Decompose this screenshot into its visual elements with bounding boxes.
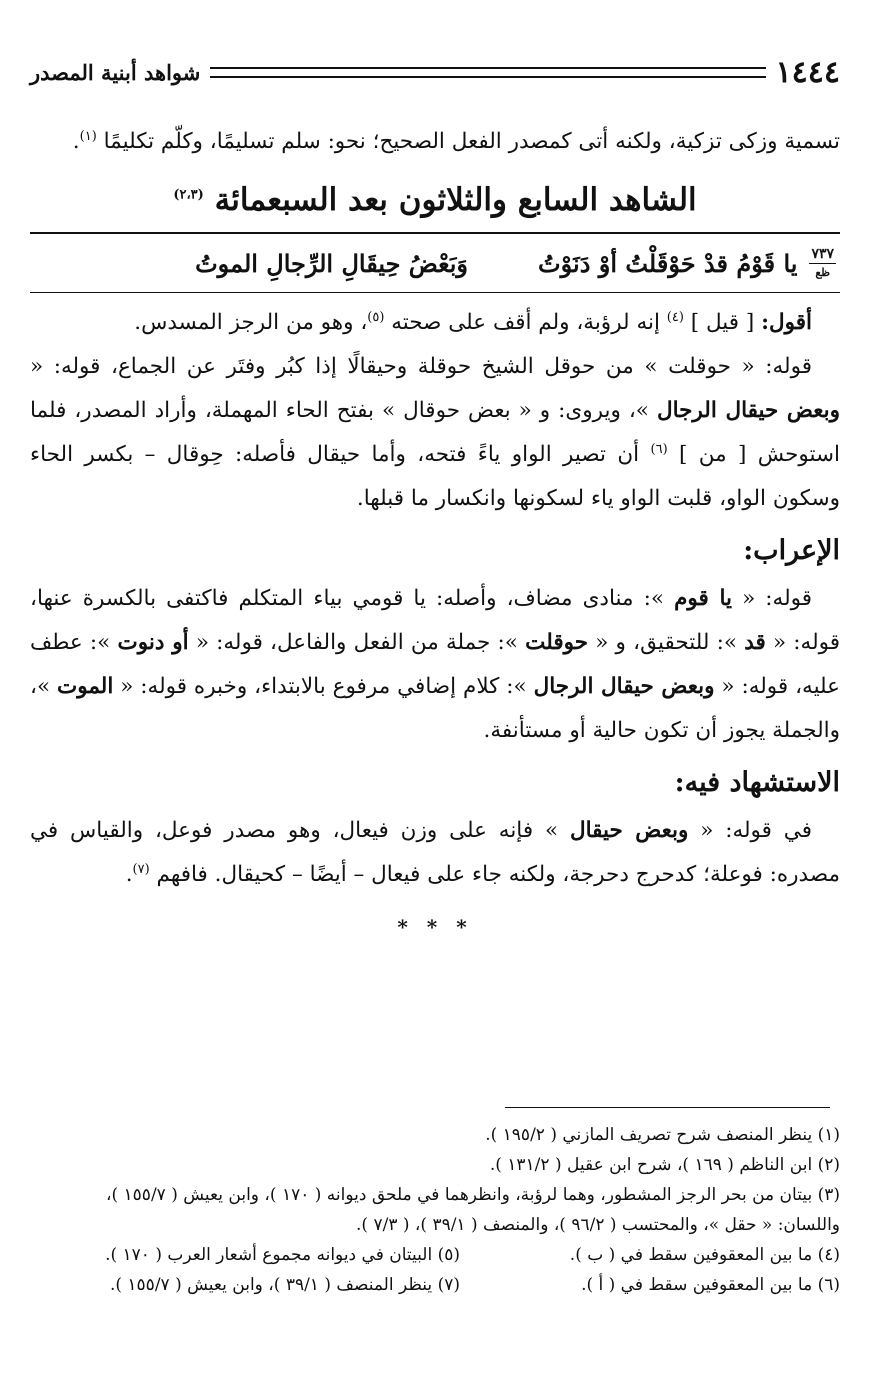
intro-paragraph: تسمية وزكى تزكية، ولكنه أتى كمصدر الفعل الصحيح؛ نحو: سلم تسليمًا، وكلّم تكليمًا $^{(١)}$. (72, 128, 840, 154)
text-run: »، والجملة يجوز أن تكون حالية أو مستأنفة. (30, 674, 840, 743)
shahid-title-text: الشاهد السابع والثلاثون بعد السبعمائة (214, 182, 697, 218)
text-run: في قوله: « (688, 818, 812, 843)
footnote-ref-7: (٧) (132, 861, 150, 877)
book-page (30, 52, 840, 939)
footnote-ref-4: (٤) (666, 309, 684, 325)
text-run: [ قيل ] (683, 310, 762, 335)
istishhad-heading: الاستشهاد فيه: (674, 767, 840, 798)
text-run: إنه لرؤبة، ولم أقف على صحته (384, 310, 667, 335)
section-separator: * * * (397, 915, 473, 939)
aqulu-lead: أقول: (761, 310, 812, 335)
header-double-rule (210, 67, 765, 78)
text-run: »: للتحقيق، و « (588, 630, 745, 655)
verse-hemistich-2: وَبَعْضُ حِيقَالِ الرِّجالِ الموتُ (195, 248, 469, 278)
verse-number-tag: ظع (815, 265, 831, 279)
footnote-4: (٤) ما بين المعقوفين سقط في ( ب ). (569, 1245, 840, 1265)
page-number: ١٤٤٤ (775, 54, 840, 90)
footnote-ref-1: (١) (79, 128, 97, 144)
footnote-rule (505, 1107, 830, 1108)
text-run: »: كلام إضافي مرفوع بالابتداء، وخبره قوله: « (113, 674, 534, 699)
footnote-7: (٧) ينظر المنصف ( ٣٩/١ )، وابن يعيش ( ١٥٥/٧ ). (109, 1275, 460, 1295)
running-title: شواهد أبنية المصدر (30, 59, 201, 85)
footnote-1: (١) ينظر المنصف شرح تصريف المازني ( ١٩٥/٢ ). (485, 1125, 840, 1145)
text-run: »، ويروى: و « بعض حوقال » بفتح الحاء المهملة، وأراد المصدر، فلما استوحش [ من ] (30, 398, 840, 467)
footnote-ref-6: (٦) (650, 441, 668, 457)
footnotes (30, 1120, 840, 1300)
commentary-paragraph-1 (30, 301, 840, 345)
footnote-ref-5: (٥) (367, 309, 385, 325)
commentary-paragraph-2 (30, 345, 840, 521)
bold-term: وبعض حيقال الرجال (533, 674, 715, 699)
i3rab-paragraph (30, 577, 840, 753)
i3rab-heading: الإعراب: (743, 535, 840, 566)
shahid-title (30, 178, 840, 222)
footnote-ref-2-3: (٢،٣) (173, 187, 204, 203)
verse-number (809, 246, 836, 281)
bold-term: قد (744, 630, 766, 655)
footnote-3: (٣) بيتان من بحر الرجز المشطور، وهما لرؤبة، وانظرهما في ملحق ديوانه ( ١٧٠ )، وابن يعيش ( ١٥٥/٧ )، (106, 1185, 840, 1205)
bold-term: يا قوم (674, 586, 733, 611)
footnote-3-continued: واللسان: « حقل »، والمحتسب ( ٩٦/٢ )، والمنصف ( ٣٩/١ )، ( ٧/٣ ). (356, 1215, 840, 1235)
page-header (30, 52, 840, 92)
text-run: قوله: « حوقلت » من حوقل الشيخ حوقلة وحيقالًا إذا كبُر وفتَر عن الجماع، قوله: « (30, 354, 812, 379)
footnote-6: (٦) ما بين المعقوفين سقط في ( أ ). (581, 1275, 840, 1295)
bold-term: وبعض حيقال الرجال (656, 398, 840, 423)
verse-number-value: ٧٣٧ (811, 245, 834, 262)
text-run: أن تصير الواو ياءً فتحه، وأما حيقال فأصله: حِوقال – بكسر الحاء وسكون الواو، قلبت الواو ياء لسكونها وانكسار ما قبلها. (30, 442, 840, 511)
text-run: . (125, 862, 133, 887)
istishhad-paragraph (30, 809, 840, 897)
verse-hemistich-1: يا قَوْمُ قدْ حَوْقَلْتُ أوْ دَنَوْتُ (538, 248, 798, 278)
footnote-2: (٢) ابن الناظم ( ١٦٩ )، شرح ابن عقيل ( ١٣١/٢ ). (489, 1155, 840, 1175)
text-run: ، وهو من الرجز المسدس. (134, 310, 368, 335)
bold-term: حوقلت (525, 630, 589, 655)
text-run: قوله: « (732, 586, 813, 611)
text-run: » فإنه على وزن فيعال، وهو مصدر فوعل، والقياس في مصدره: فوعلة؛ كدحرج دحرجة، ولكنه جاء على فيعال – أيضًا – كحيقال. فافهم (30, 818, 840, 887)
text-run: »: جملة من الفعل والفاعل، قوله: « (188, 630, 526, 655)
text-run: »: منادى مضاف، وأصله: يا قومي بياء المتكلم فاكتفى بالكسرة عنها، قوله: « (30, 586, 841, 655)
footnote-5: (٥) البيتان في ديوانه مجموع أشعار العرب ( ١٧٠ ). (105, 1245, 460, 1265)
verse-box (30, 232, 840, 293)
footnote-row-6-7 (30, 1270, 840, 1300)
intro-text: تسمية وزكى تزكية، ولكنه أتى كمصدر الفعل الصحيح؛ نحو: سلم تسليمًا، وكلّم تكليمًا (103, 129, 840, 154)
footnote-row-4-5 (30, 1240, 840, 1270)
bold-term: الموت (57, 674, 114, 699)
text-run: »: عطف عليه، قوله: « (30, 630, 840, 699)
bold-term: وبعض حيقال (569, 818, 689, 843)
bold-term: أو دنوت (117, 630, 189, 655)
